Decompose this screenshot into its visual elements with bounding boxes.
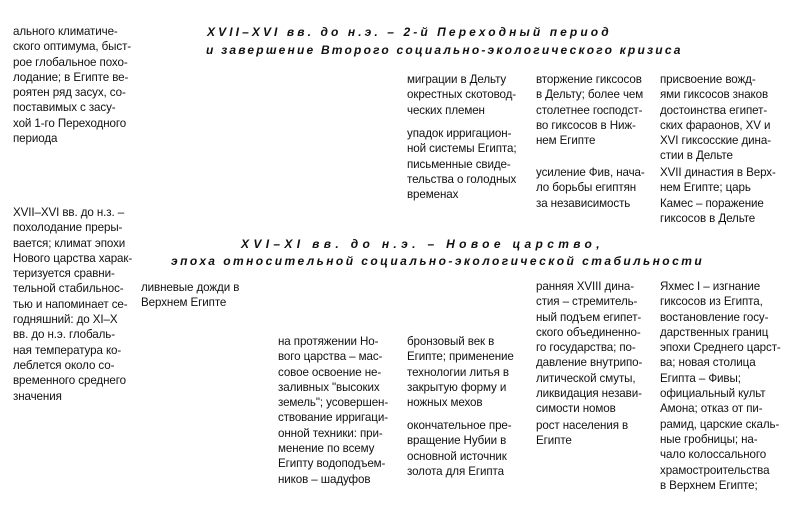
text-line: Египте — [536, 434, 572, 448]
text-line: лодание; в Египте ве- — [13, 70, 129, 84]
text-line: усиление Фив, нача- — [536, 166, 645, 179]
text-line: нем Египте — [536, 134, 596, 148]
text-line: XVI гиксосские дина- — [660, 134, 771, 148]
text-line: Камес – поражение — [660, 196, 764, 210]
text-line: временах — [407, 188, 459, 202]
text-line: золота для Египта — [407, 464, 504, 478]
text-line: заливных "высоких — [278, 380, 380, 394]
text-line: годняшний: до XI–X — [13, 313, 118, 327]
text-line: совое освоение не- — [278, 365, 382, 379]
text-line: ствование ирригаци- — [278, 411, 388, 425]
text-line: гиксосов из Египта, — [660, 295, 763, 309]
text-line: рост населения в — [536, 419, 629, 432]
bronze-age-block — [407, 334, 514, 410]
text-line: ского объединенно- — [536, 325, 641, 339]
text-line: ные гробницы; на- — [660, 432, 758, 446]
text-line: онной техники: при- — [278, 426, 383, 440]
text-line: бронзовый век в — [407, 335, 495, 348]
text-line: ями гиксосов знаков — [660, 88, 769, 102]
text-line: похолодание преры- — [13, 221, 123, 235]
migration-block — [407, 72, 516, 118]
text-line: менение по всему — [278, 442, 375, 456]
text-line: ва; новая столица — [660, 356, 756, 370]
heading-period2-line1: XVII–XVI вв. до н.э. – 2-й Переходный период — [207, 25, 612, 39]
rains-block — [141, 280, 239, 311]
text-line: роятен ряд засух, со- — [13, 86, 126, 100]
text-line: Амона; отказ от пи- — [660, 402, 763, 416]
text-line: Египта – Фивы; — [660, 371, 741, 385]
text-line: письменные свиде- — [407, 157, 511, 171]
text-line: на протяжении Но- — [278, 335, 379, 348]
text-line: периода — [13, 132, 58, 146]
text-line: технологии литья в — [407, 365, 509, 379]
text-line: стия – стремитель- — [536, 295, 638, 309]
text-line: миграции в Дельту — [407, 73, 507, 86]
text-line: столетнее господст- — [536, 103, 643, 117]
text-line: закрытую форму и — [407, 380, 507, 394]
text-line: присвоение вожд- — [660, 73, 756, 86]
text-line: Верхнем Египте — [141, 296, 227, 310]
text-line: ный подъем египет- — [536, 310, 642, 324]
text-line: тельной стабильнос- — [13, 282, 124, 296]
text-line: давление внутрипо- — [536, 356, 643, 370]
climate-block — [13, 24, 131, 146]
text-line: основной источник — [407, 449, 507, 463]
text-line: тельства о голодных — [407, 172, 517, 186]
text-line: ранняя XVIII дина- — [536, 280, 634, 293]
text-line: официальный культ — [660, 387, 766, 401]
text-line: востановление госу- — [660, 310, 769, 324]
climate-block — [13, 205, 132, 404]
text-line: рое глобальное похо- — [13, 55, 128, 69]
text-line: дарственных границ — [660, 325, 769, 339]
text-line: Нового царства харак- — [13, 251, 133, 265]
text-line: XVII династия в Верх- — [660, 166, 776, 179]
text-line: ной системы Египта; — [407, 142, 517, 156]
text-line: земель"; усовершен- — [278, 396, 389, 410]
dynasty18-block — [536, 279, 642, 417]
text-line: симости номов — [536, 402, 616, 416]
text-line: ников – шадуфов — [278, 472, 371, 486]
text-line: стии в Дельте — [660, 149, 733, 163]
text-line: нем Египте; царь — [660, 181, 751, 195]
text-line: в Верхнем Египте; — [660, 478, 758, 492]
text-line: теризуется сравни- — [13, 267, 115, 281]
text-line: достоинства египет- — [660, 103, 768, 117]
text-line: временного среднего — [13, 374, 126, 388]
text-line: тью и напоминает се- — [13, 297, 128, 311]
text-line: в Дельту; более чем — [536, 88, 644, 102]
text-line: окончательное пре- — [407, 419, 512, 432]
text-line: Яхмес I – изгнание — [660, 280, 761, 293]
text-line: чало колоссального — [660, 448, 767, 462]
text-line: упадок ирригацион- — [407, 127, 512, 140]
text-line: леблется около со- — [13, 358, 115, 372]
text-line: ликвидация незави- — [536, 387, 642, 401]
heading-new-kingdom-line2: эпоха относительной социально-экологической стабильности — [171, 254, 705, 268]
text-line: ского оптимума, быст- — [13, 40, 132, 54]
ahmose-block — [660, 279, 781, 493]
text-line: вв. до н.э. глобаль- — [13, 328, 115, 342]
text-line: Египте; применение — [407, 350, 514, 364]
text-line: Египту водоподъем- — [278, 457, 386, 471]
text-line: поставимых с засу- — [13, 101, 116, 115]
dynasty17-block — [660, 165, 776, 226]
text-line: храмостроительства — [660, 463, 770, 477]
text-line: ножных мехов — [407, 396, 483, 410]
text-line: окрестных скотовод- — [407, 88, 517, 102]
population-block — [536, 418, 628, 449]
text-line: вращение Нубии в — [407, 434, 507, 448]
text-line: ческих племен — [407, 103, 485, 117]
hyksos-invasion-block — [536, 72, 643, 148]
text-line: ло борьбы египтян — [536, 181, 637, 195]
text-line: ливневые дожди в — [141, 281, 240, 294]
text-line: эпохи Среднего царст- — [660, 341, 781, 355]
hyksos-titles-block — [660, 72, 771, 164]
heading-period2-line2: и завершение Второго социально-экологического кризиса — [206, 43, 683, 57]
nubia-block — [407, 418, 512, 479]
text-line: рамид, царские скаль- — [660, 417, 780, 431]
text-line: ная температура ко- — [13, 343, 122, 357]
text-line: ских фараонов, XV и — [660, 118, 771, 132]
irrigation-decline-block — [407, 126, 516, 202]
heading-new-kingdom-line1: XVI–XI вв. до н.э. – Новое царство, — [241, 237, 604, 251]
text-line: го государства; по- — [536, 341, 636, 355]
text-line: значения — [13, 389, 62, 403]
text-line: хой 1-го Переходного — [13, 116, 127, 130]
thebes-block — [536, 165, 645, 211]
text-line: за независимость — [536, 196, 631, 210]
text-line: гиксосов в Дельте — [660, 211, 756, 225]
land-use-block — [278, 334, 388, 487]
text-line: вторжение гиксосов — [536, 73, 642, 86]
text-line: вого царства – мас- — [278, 350, 383, 364]
text-line: во гиксосов в Ниж- — [536, 118, 636, 132]
text-line: XVII–XVI вв. до н.з. – — [13, 206, 125, 219]
text-line: вается; климат эпохи — [13, 236, 126, 250]
text-line: ального климатиче- — [13, 25, 118, 38]
text-line: литической смуты, — [536, 371, 636, 385]
